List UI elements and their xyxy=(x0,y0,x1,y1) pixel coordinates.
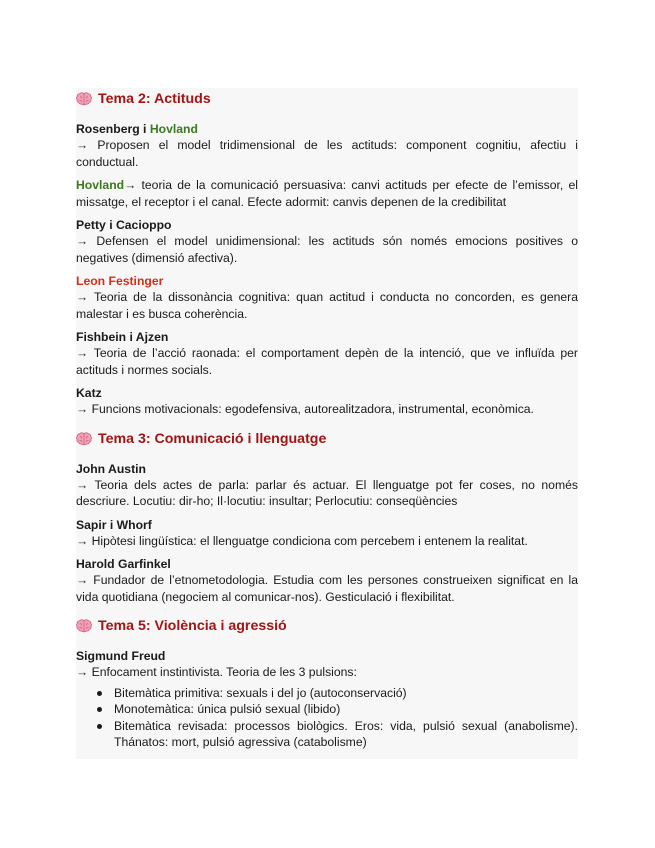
entry-austin xyxy=(76,461,578,510)
entry-hovland xyxy=(76,177,578,210)
entry-fishbein-ajzen xyxy=(76,329,578,378)
author-name: Rosenberg i Hovland xyxy=(76,122,198,136)
author-name: Katz xyxy=(76,386,102,400)
entry-text: → Teoria de la dissonància cognitiva: quan actitud i conducta no concorden, es genera malestar i es busca coherència. xyxy=(76,290,578,321)
entry-petty-cacioppo xyxy=(76,217,578,266)
brain-icon xyxy=(76,92,92,106)
entry-katz xyxy=(76,385,578,418)
author-name: Sigmund Freud xyxy=(76,649,166,663)
entry-text: → Teoria de l’acció raonada: el comportament depèn de la intenció, que ve influïda per actituds i normes socials. xyxy=(76,346,578,377)
entry-rosenberg-hovland xyxy=(76,121,578,170)
section-tema-2 xyxy=(76,88,578,418)
entry-text: → Fundador de l’etnometodologia. Estudia com les persones construeixen significat en la vida quotidiana (negociem al comunicar-nos). Gesticulació i flexibilitat. xyxy=(76,573,578,604)
brain-icon xyxy=(76,432,92,446)
section-heading: Tema 2: Actituds xyxy=(76,90,578,108)
bullet-icon xyxy=(97,691,102,696)
pulsions-list xyxy=(76,685,578,751)
entry-text: → Funcions motivacionals: egodefensiva, autorealitzadora, instrumental, econòmica. xyxy=(76,402,534,416)
author-name: Petty i Cacioppo xyxy=(76,218,172,232)
author-name: Harold Garfinkel xyxy=(76,557,171,571)
section-heading: Tema 3: Comunicació i llenguatge xyxy=(76,430,578,448)
section-heading: Tema 5: Violència i agressió xyxy=(76,617,578,635)
bullet-icon xyxy=(97,724,102,729)
entry-festinger xyxy=(76,273,578,322)
entry-garfinkel xyxy=(76,556,578,605)
author-name: Leon Festinger xyxy=(76,274,164,288)
list-item: Bitemàtica primitiva: sexuals i del jo (autoconservació) xyxy=(114,685,578,702)
entry-text: Hovland→ teoria de la comunicació persuasiva: canvi actituds per efecte de l’emissor, el missatge, el receptor i el canal. Efecte adormit: canvis depenen de la credibilitat xyxy=(76,178,578,209)
brain-icon xyxy=(76,619,92,633)
bullet-icon xyxy=(97,707,102,712)
entry-text: → Defensen el model unidimensional: les actituds són només emocions positives o negatives (dimensió afectiva). xyxy=(76,234,578,265)
section-tema-3 xyxy=(76,430,578,606)
entry-text: → Hipòtesi lingüística: el llenguatge condiciona com percebem i entenem la realitat. xyxy=(76,533,528,548)
document-page xyxy=(76,88,578,759)
author-name: John Austin xyxy=(76,461,146,476)
list-item: Bitemàtica revisada: processos biològics. Eros: vida, pulsió sexual (anabolisme). Thánatos: mort, pulsió agressiva (catabolisme) xyxy=(114,718,578,751)
entry-text: → Enfocament instintivista. Teoria de les 3 pulsions: xyxy=(76,665,357,679)
section-tema-5 xyxy=(76,617,578,751)
list-item: Monotemàtica: única pulsió sexual (libido) xyxy=(114,701,578,718)
author-name: Sapir i Whorf xyxy=(76,517,152,532)
entry-freud xyxy=(76,648,578,751)
entry-text: → Teoria dels actes de parla: parlar és actuar. El llenguatge pot fer coses, no només descriure. Locutiu: dir-ho; Il·locutiu: insultar; Perlocutiu: conseqüències xyxy=(76,477,578,508)
entry-sapir-whorf xyxy=(76,517,578,550)
entry-text: → Proposen el model tridimensional de les actituds: component cognitiu, afectiu i conductual. xyxy=(76,138,578,169)
author-name: Hovland xyxy=(76,178,125,192)
author-name: Fishbein i Ajzen xyxy=(76,330,169,344)
